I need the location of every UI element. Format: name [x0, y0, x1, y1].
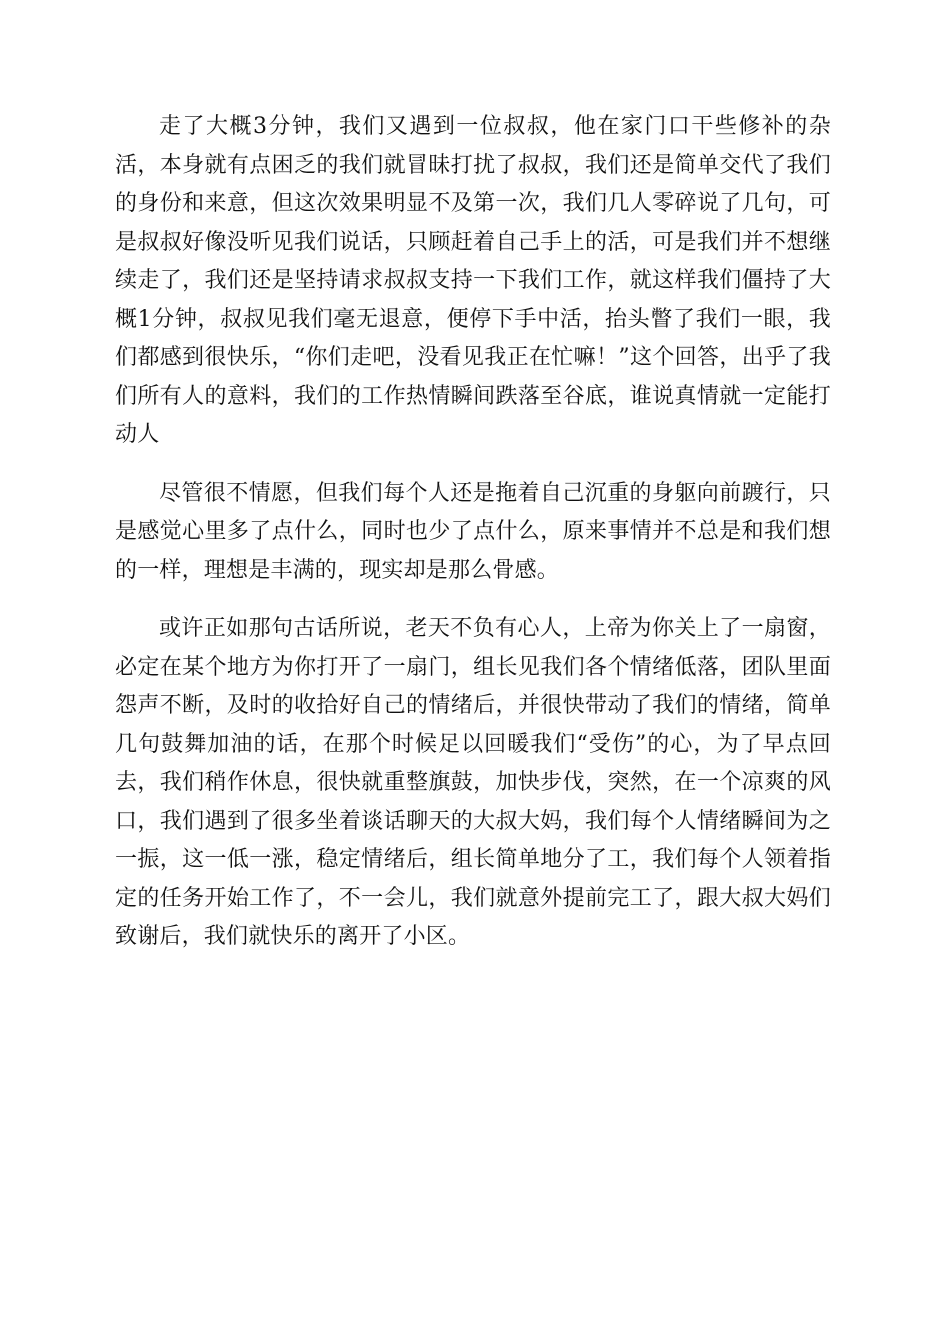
paragraph-2: 尽管很不情愿，但我们每个人还是拖着自己沉重的身躯向前踱行，只是感觉心里多了点什么，同时也少了点什么，原来事情并不总是和我们想的一样，理想是丰满的，现实却是那么骨感。	[115, 480, 831, 583]
paragraph-3: 或许正如那句古话所说，老天不负有心人，上帝为你关上了一扇窗，必定在某个地方为你打开了一扇门，组长见我们各个情绪低落，团队里面怨声不断，及时的收拾好自己的情绪后，并很快带动了我们的情绪，简单几句鼓舞加油的话，在那个时候足以回暖我们“受伤”的心，为了早点回去，我们稍作休息，很快就重整旗鼓，加快步伐，突然，在一个凉爽的风口，我们遇到了很多坐着谈话聊天的大叔大妈，我们每个人情绪瞬间为之一振，这一低一涨，稳定情绪后，组长简单地分了工，我们每个人领着指定的任务开始工作了，不一会儿，我们就意外提前完工了，跟大叔大妈们致谢后，我们就快乐的离开了小区。	[115, 616, 831, 949]
paragraph-1: 走了大概3分钟，我们又遇到一位叔叔，他在家门口干些修补的杂活，本身就有点困乏的我们就冒昧打扰了叔叔，我们还是简单交代了我们的身份和来意，但这次效果明显不及第一次，我们几人零碎说了几句，可是叔叔好像没听见我们说话，只顾赶着自己手上的活，可是我们并不想继续走了，我们还是坚持请求叔叔支持一下我们工作，就这样我们僵持了大概1分钟，叔叔见我们毫无退意，便停下手中活，抬头瞥了我们一眼，我们都感到很快乐，“你们走吧，没看见我正在忙嘛！”这个回答，出乎了我们所有人的意料，我们的工作热情瞬间跌落至谷底，谁说真情就一定能打动人	[115, 114, 831, 447]
document-body	[115, 108, 831, 957]
